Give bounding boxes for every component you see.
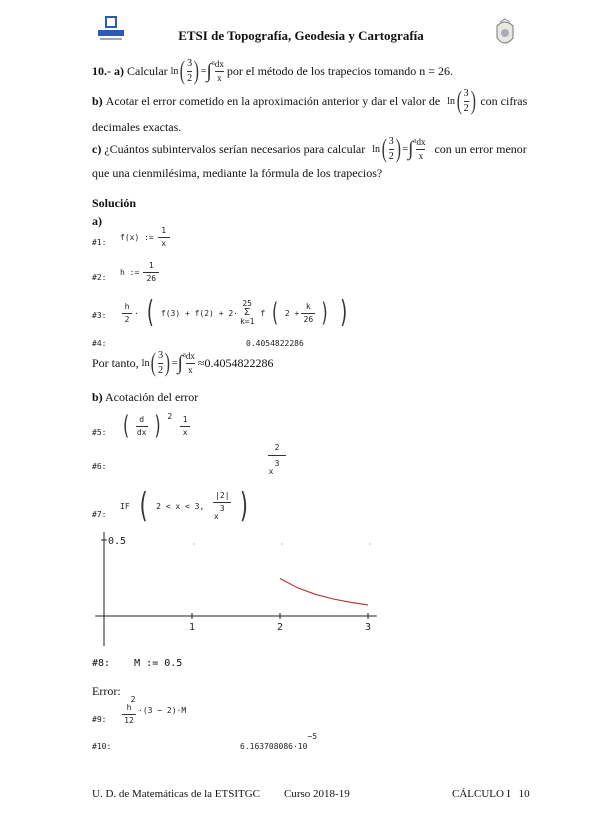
problem-c-line2: que una cienmilésima, mediante la fórmula de los trapecios?	[92, 166, 383, 180]
line-5-num: #5:	[92, 428, 107, 437]
problem-b-line2: decimales exactas.	[92, 120, 182, 134]
logo-right	[492, 18, 518, 50]
formula-ln32-b: ln ( $\frac{3}{2}$ )	[447, 86, 476, 115]
function-plot	[92, 530, 392, 648]
coat-of-arms-icon	[492, 18, 518, 50]
por-tanto: Por tanto, ln ( $\frac{3}{2}$ ) = ∫ 3 $\frac{dx}{x}$ ≈0.4054822286	[92, 348, 274, 377]
part-b-heading: b) Acotación del error	[92, 390, 199, 404]
footer-left: U. D. de Matemáticas de la ETSITGC	[92, 788, 261, 800]
line-5: ( $\frac{d}{dx}$ ) 2 $\frac{1}{x}$	[118, 413, 190, 439]
line-8: #8: M := 0.5	[92, 658, 183, 669]
line-6: 2 3 x	[268, 443, 286, 477]
x-tick-label: 1	[188, 622, 196, 633]
grid-dot	[281, 543, 282, 544]
solution-heading: Solución	[92, 196, 137, 210]
line-9-num: #9:	[92, 715, 107, 724]
line-7: IF ( 2 < x < 3, |2| 3 x )	[120, 486, 251, 526]
line-1-num: #1:	[92, 238, 107, 247]
line-9: 2 h 12 ·(3 − 2)·M	[122, 696, 186, 725]
series-line	[280, 579, 368, 605]
line-3-num: #3:	[92, 311, 107, 320]
x-tick-label: 2	[276, 622, 284, 633]
part-a-label: a)	[92, 214, 102, 228]
grid-dot	[193, 543, 194, 544]
line-1: f(x) := $\frac{1}{x}$	[120, 227, 170, 248]
error-label: Error:	[92, 684, 121, 698]
line-6-num: #6:	[92, 462, 107, 471]
line-10-num: #10:	[92, 742, 112, 751]
footer-right: CÁLCULO I 10	[452, 788, 530, 800]
line-3: $\frac{h}{2}$ · ( f(3) + f(2) + 2· 25 Σ k=1 f ( 2 + $\frac{k}{26}$ ) )	[122, 298, 353, 328]
grid-dot	[369, 543, 370, 544]
problem-a: 10.- a) Calcular ln ( $\frac{3}{2}$ ) = ∫ 3 $\frac{dx}{x}$ por el método de los trapecios tomando n = 26.	[92, 56, 453, 85]
formula-ln32-c: ln ( $\frac{3}{2}$ ) = ∫ 3 $\frac{dx}{x}$	[372, 134, 426, 163]
line-10: 6.163708086·10−5	[240, 732, 318, 751]
x-tick-label: 3	[364, 622, 372, 633]
y-tick-label: 0.5	[108, 536, 127, 547]
formula-ln32: ln ( $\frac{3}{2}$ ) = ∫ 3 $\frac{dx}{x}$	[170, 56, 224, 85]
footer-middle: Curso 2018-19	[284, 788, 350, 800]
line-2: h := $\frac{1}{26}$	[120, 262, 159, 283]
problem-b: b) Acotar el error cometido en la aproximación anterior y dar el valor de ln ( $\frac{3}{2}$ ) con cifras	[92, 86, 528, 115]
line-4-value: 0.4054822286	[246, 339, 304, 348]
problem-c: c) ¿Cuántos subintervalos serían necesarios para calcular ln ( $\frac{3}{2}$ ) = ∫ 3 $\frac{dx}{x}$ con un error menor	[92, 134, 527, 163]
line-2-num: #2:	[92, 273, 107, 282]
page-title: ETSI de Topografía, Geodesia y Cartografía	[178, 28, 424, 43]
line-4-num: #4:	[92, 339, 107, 348]
line-7-num: #7:	[92, 510, 107, 519]
